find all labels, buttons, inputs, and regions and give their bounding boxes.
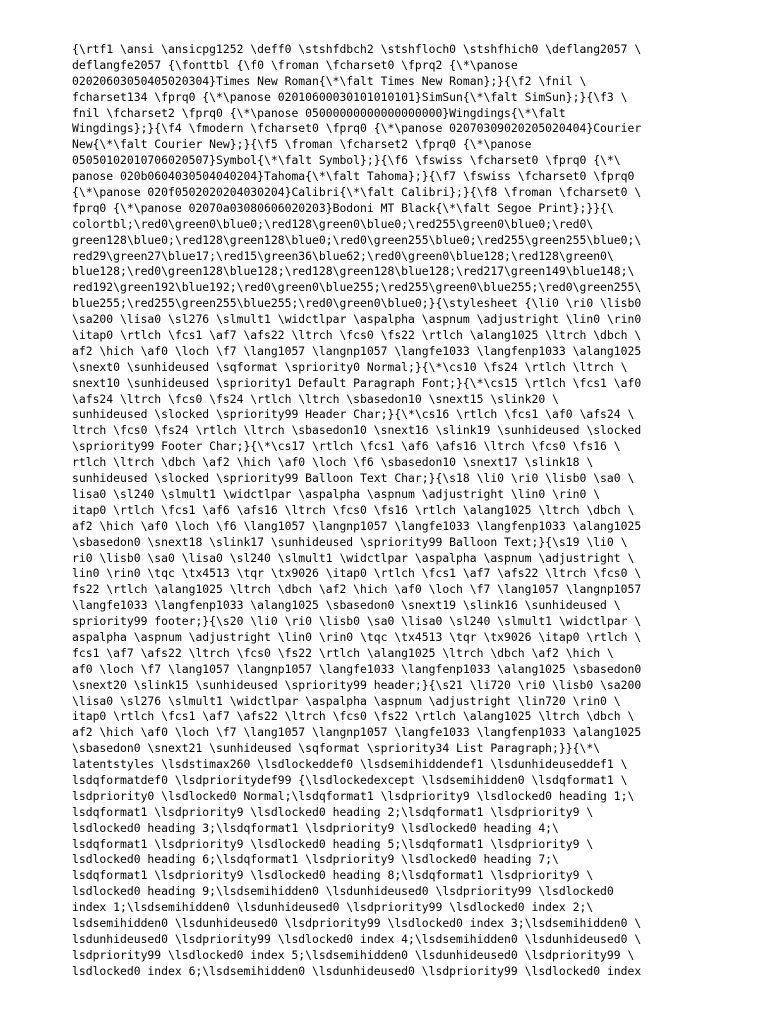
text-line: ri0 \lisb0 \sa0 \lisa0 \sl240 \slmult1 \widctlpar \aspalpha \aspnum \adjustright \ — [72, 550, 635, 565]
text-line: af0 \loch \f7 \lang1057 \langnp1057 \langfe1033 \langfenp1033 \alang1025 \sbasedon0 — [72, 661, 642, 676]
text-line: rtlch \ltrch \dbch \af2 \hich \af0 \loch \f6 \sbasedon10 \snext17 \slink18 \ — [72, 455, 594, 470]
text-line: lsdlocked0 heading 9;\lsdsemihidden0 \lsdunhideused0 \lsdpriority99 \lsdlocked0 — [72, 884, 614, 899]
text-line: fs22 \rtlch \alang1025 \ltrch \dbch \af2 \hich \af0 \loch \f7 \lang1057 \langnp1057 — [72, 582, 642, 597]
text-line: lsdlocked0 heading 3;\lsdqformat1 \lsdpriority9 \lsdlocked0 heading 4;\ — [72, 820, 559, 835]
text-line: lsdpriority0 \lsdlocked0 Normal;\lsdqformat1 \lsdpriority9 \lsdlocked0 heading 1;\ — [72, 788, 635, 803]
text-line: ltrch \fcs0 \fs24 \rtlch \ltrch \sbasedon10 \snext16 \slink19 \sunhideused \slocked — [72, 423, 642, 438]
text-line: snext10 \sunhideused \spriority1 Default Paragraph Font;}{\*\cs15 \rtlch \fcs1 \af0 — [72, 375, 642, 390]
text-line: aspalpha \aspnum \adjustright \lin0 \rin0 \tqc \tx4513 \tqr \tx9026 \itap0 \rtlch \ — [72, 629, 642, 644]
text-line: lsdqformat1 \lsdpriority9 \lsdlocked0 heading 5;\lsdqformat1 \lsdpriority9 \ — [72, 836, 594, 851]
text-line: fcs1 \af7 \afs22 \ltrch \fcs0 \fs22 \rtlch \alang1025 \ltrch \dbch \af2 \hich \ — [72, 645, 614, 660]
text-line: itap0 \rtlch \fcs1 \af6 \afs16 \ltrch \fcs0 \fs16 \rtlch \alang1025 \ltrch \dbch \ — [72, 502, 635, 517]
text-line: index 1;\lsdsemihidden0 \lsdunhideused0 \lsdpriority99 \lsdlocked0 index 2;\ — [72, 900, 594, 915]
text-line: colortbl;\red0\green0\blue0;\red128\green0\blue0;\red255\green0\blue0;\red0\ — [72, 216, 594, 231]
text-line: deflangfe2057 {\fonttbl {\f0 \froman \fcharset0 \fprq2 {\*\panose — [72, 57, 518, 72]
text-line: fnil \fcharset2 \fprq0 {\*\panose 05000000000000000000}Wingdings{\*\falt — [72, 105, 566, 120]
text-line: Wingdings};}{\f4 \fmodern \fcharset0 \fprq0 {\*\panose 02070309020205020404}Courier — [72, 121, 642, 136]
text-line: \snext0 \sunhideused \sqformat \spriority0 Normal;}{\*\cs10 \fs24 \rtlch \ltrch \ — [72, 359, 628, 374]
rtf-source-text — [72, 42, 702, 980]
text-line: \langfe1033 \langfenp1033 \alang1025 \sbasedon0 \snext19 \slink16 \sunhideused \ — [72, 598, 621, 613]
text-line: lsdqformat1 \lsdpriority9 \lsdlocked0 heading 8;\lsdqformat1 \lsdpriority9 \ — [72, 868, 594, 883]
text-line: af2 \hich \af0 \loch \f6 \lang1057 \langnp1057 \langfe1033 \langfenp1033 \alang1025 — [72, 518, 642, 533]
text-line: latentstyles \lsdstimax260 \lsdlockeddef0 \lsdsemihiddendef1 \lsdunhideuseddef1 \ — [72, 757, 628, 772]
text-line: lsdlocked0 heading 6;\lsdqformat1 \lsdpriority9 \lsdlocked0 heading 7;\ — [72, 852, 559, 867]
text-line: lsdqformat1 \lsdpriority9 \lsdlocked0 heading 2;\lsdqformat1 \lsdpriority9 \ — [72, 804, 594, 819]
text-line: 02020603050405020304}Times New Roman{\*\falt Times New Roman};}{\f2 \fnil \ — [72, 73, 587, 88]
text-line: itap0 \rtlch \fcs1 \af7 \afs22 \ltrch \fcs0 \fs22 \rtlch \alang1025 \ltrch \dbch \ — [72, 709, 635, 724]
text-line: blue255;\red255\green255\blue255;\red0\green0\blue0;}{\stylesheet {\li0 \ri0 \lisb0 — [72, 296, 642, 311]
text-line: lsdpriority99 \lsdlocked0 index 5;\lsdsemihidden0 \lsdunhideused0 \lsdpriority99 \ — [72, 947, 635, 962]
text-line: panose 020b0604030504040204}Tahoma{\*\falt Tahoma};}{\f7 \fswiss \fcharset0 \fprq0 — [72, 169, 635, 184]
text-line: lsdlocked0 index 6;\lsdsemihidden0 \lsdunhideused0 \lsdpriority99 \lsdlocked0 index — [72, 963, 642, 978]
text-line: \sbasedon0 \snext21 \sunhideused \sqformat \spriority34 List Paragraph;}}{\*\ — [72, 741, 601, 756]
text-line: {\rtf1 \ansi \ansicpg1252 \deff0 \stshfdbch2 \stshfloch0 \stshfhich0 \deflang2057 \ — [72, 42, 642, 56]
text-line: lsdqformatdef0 \lsdprioritydef99 {\lsdlockedexcept \lsdsemihidden0 \lsdqformat1 \ — [72, 772, 628, 787]
text-line: fcharset134 \fprq0 {\*\panose 02010600030101010101}SimSun{\*\falt SimSun};}{\f3 \ — [72, 89, 628, 104]
text-line: lin0 \rin0 \tqc \tx4513 \tqr \tx9026 \itap0 \rtlch \fcs1 \af7 \afs22 \ltrch \fcs0 \ — [72, 566, 642, 581]
text-line: green128\blue0;\red128\green128\blue0;\red0\green255\blue0;\red255\green255\blue0;\ — [72, 232, 642, 247]
text-line: sunhideused \slocked \spriority99 Header Char;}{\*\cs16 \rtlch \fcs1 \af0 \afs24 \ — [72, 407, 635, 422]
text-line: spriority99 footer;}{\s20 \li0 \ri0 \lisb0 \sa0 \lisa0 \sl240 \slmult1 \widctlpar \ — [72, 614, 642, 629]
text-line: af2 \hich \af0 \loch \f7 \lang1057 \langnp1057 \langfe1033 \langfenp1033 \alang1025 — [72, 725, 642, 740]
text-line: New{\*\falt Courier New};}{\f5 \froman \fcharset2 \fprq0 {\*\panose — [72, 137, 532, 152]
text-line: sunhideused \slocked \spriority99 Balloon Text Char;}{\s18 \li0 \ri0 \lisb0 \sa0 \ — [72, 471, 635, 486]
text-line: \sa200 \lisa0 \sl276 \slmult1 \widctlpar \aspalpha \aspnum \adjustright \lin0 \rin0 — [72, 312, 642, 327]
text-line: \spriority99 Footer Char;}{\*\cs17 \rtlch \fcs1 \af6 \afs16 \ltrch \fcs0 \fs16 \ — [72, 439, 621, 454]
text-line: blue128;\red0\green128\blue128;\red128\green128\blue128;\red217\green149\blue148;\ — [72, 264, 635, 279]
text-line: {\*\panose 020f0502020204030204}Calibri{\*\falt Calibri};}{\f8 \froman \fcharset0 \ — [72, 185, 642, 200]
text-line: \afs24 \ltrch \fcs0 \fs24 \rtlch \ltrch \sbasedon10 \snext15 \slink20 \ — [72, 391, 559, 406]
text-line: red29\green27\blue17;\red15\green36\blue62;\red0\green0\blue128;\red128\green0\ — [72, 248, 614, 263]
text-line: af2 \hich \af0 \loch \f7 \lang1057 \langnp1057 \langfe1033 \langfenp1033 \alang1025 — [72, 343, 642, 358]
text-line: red192\green192\blue192;\red0\green0\blue255;\red255\green0\blue255;\red0\green255\ — [72, 280, 642, 295]
text-line: lisa0 \sl240 \slmult1 \widctlpar \aspalpha \aspnum \adjustright \lin0 \rin0 \ — [72, 486, 601, 501]
text-line: lsdsemihidden0 \lsdunhideused0 \lsdpriority99 \lsdlocked0 index 3;\lsdsemihidden0 \ — [72, 915, 642, 930]
text-line: fprq0 {\*\panose 02070a03080606020203}Bodoni MT Black{\*\falt Segoe Print};}}{\ — [72, 200, 614, 215]
text-line: \snext20 \slink15 \sunhideused \spriority99 header;}{\s21 \li720 \ri0 \lisb0 \sa200 — [72, 677, 642, 692]
text-line: \sbasedon0 \snext18 \slink17 \sunhideused \spriority99 Balloon Text;}{\s19 \li0 \ — [72, 534, 628, 549]
text-line: \lisa0 \sl276 \slmult1 \widctlpar \aspalpha \aspnum \adjustright \lin720 \rin0 \ — [72, 693, 621, 708]
text-line: 05050102010706020507}Symbol{\*\falt Symbol};}{\f6 \fswiss \fcharset0 \fprq0 {\*\ — [72, 153, 621, 168]
text-line: lsdunhideused0 \lsdpriority99 \lsdlocked0 index 4;\lsdsemihidden0 \lsdunhideused0 \ — [72, 931, 642, 946]
text-line: \itap0 \rtlch \fcs1 \af7 \afs22 \ltrch \fcs0 \fs22 \rtlch \alang1025 \ltrch \dbch \ — [72, 328, 642, 343]
